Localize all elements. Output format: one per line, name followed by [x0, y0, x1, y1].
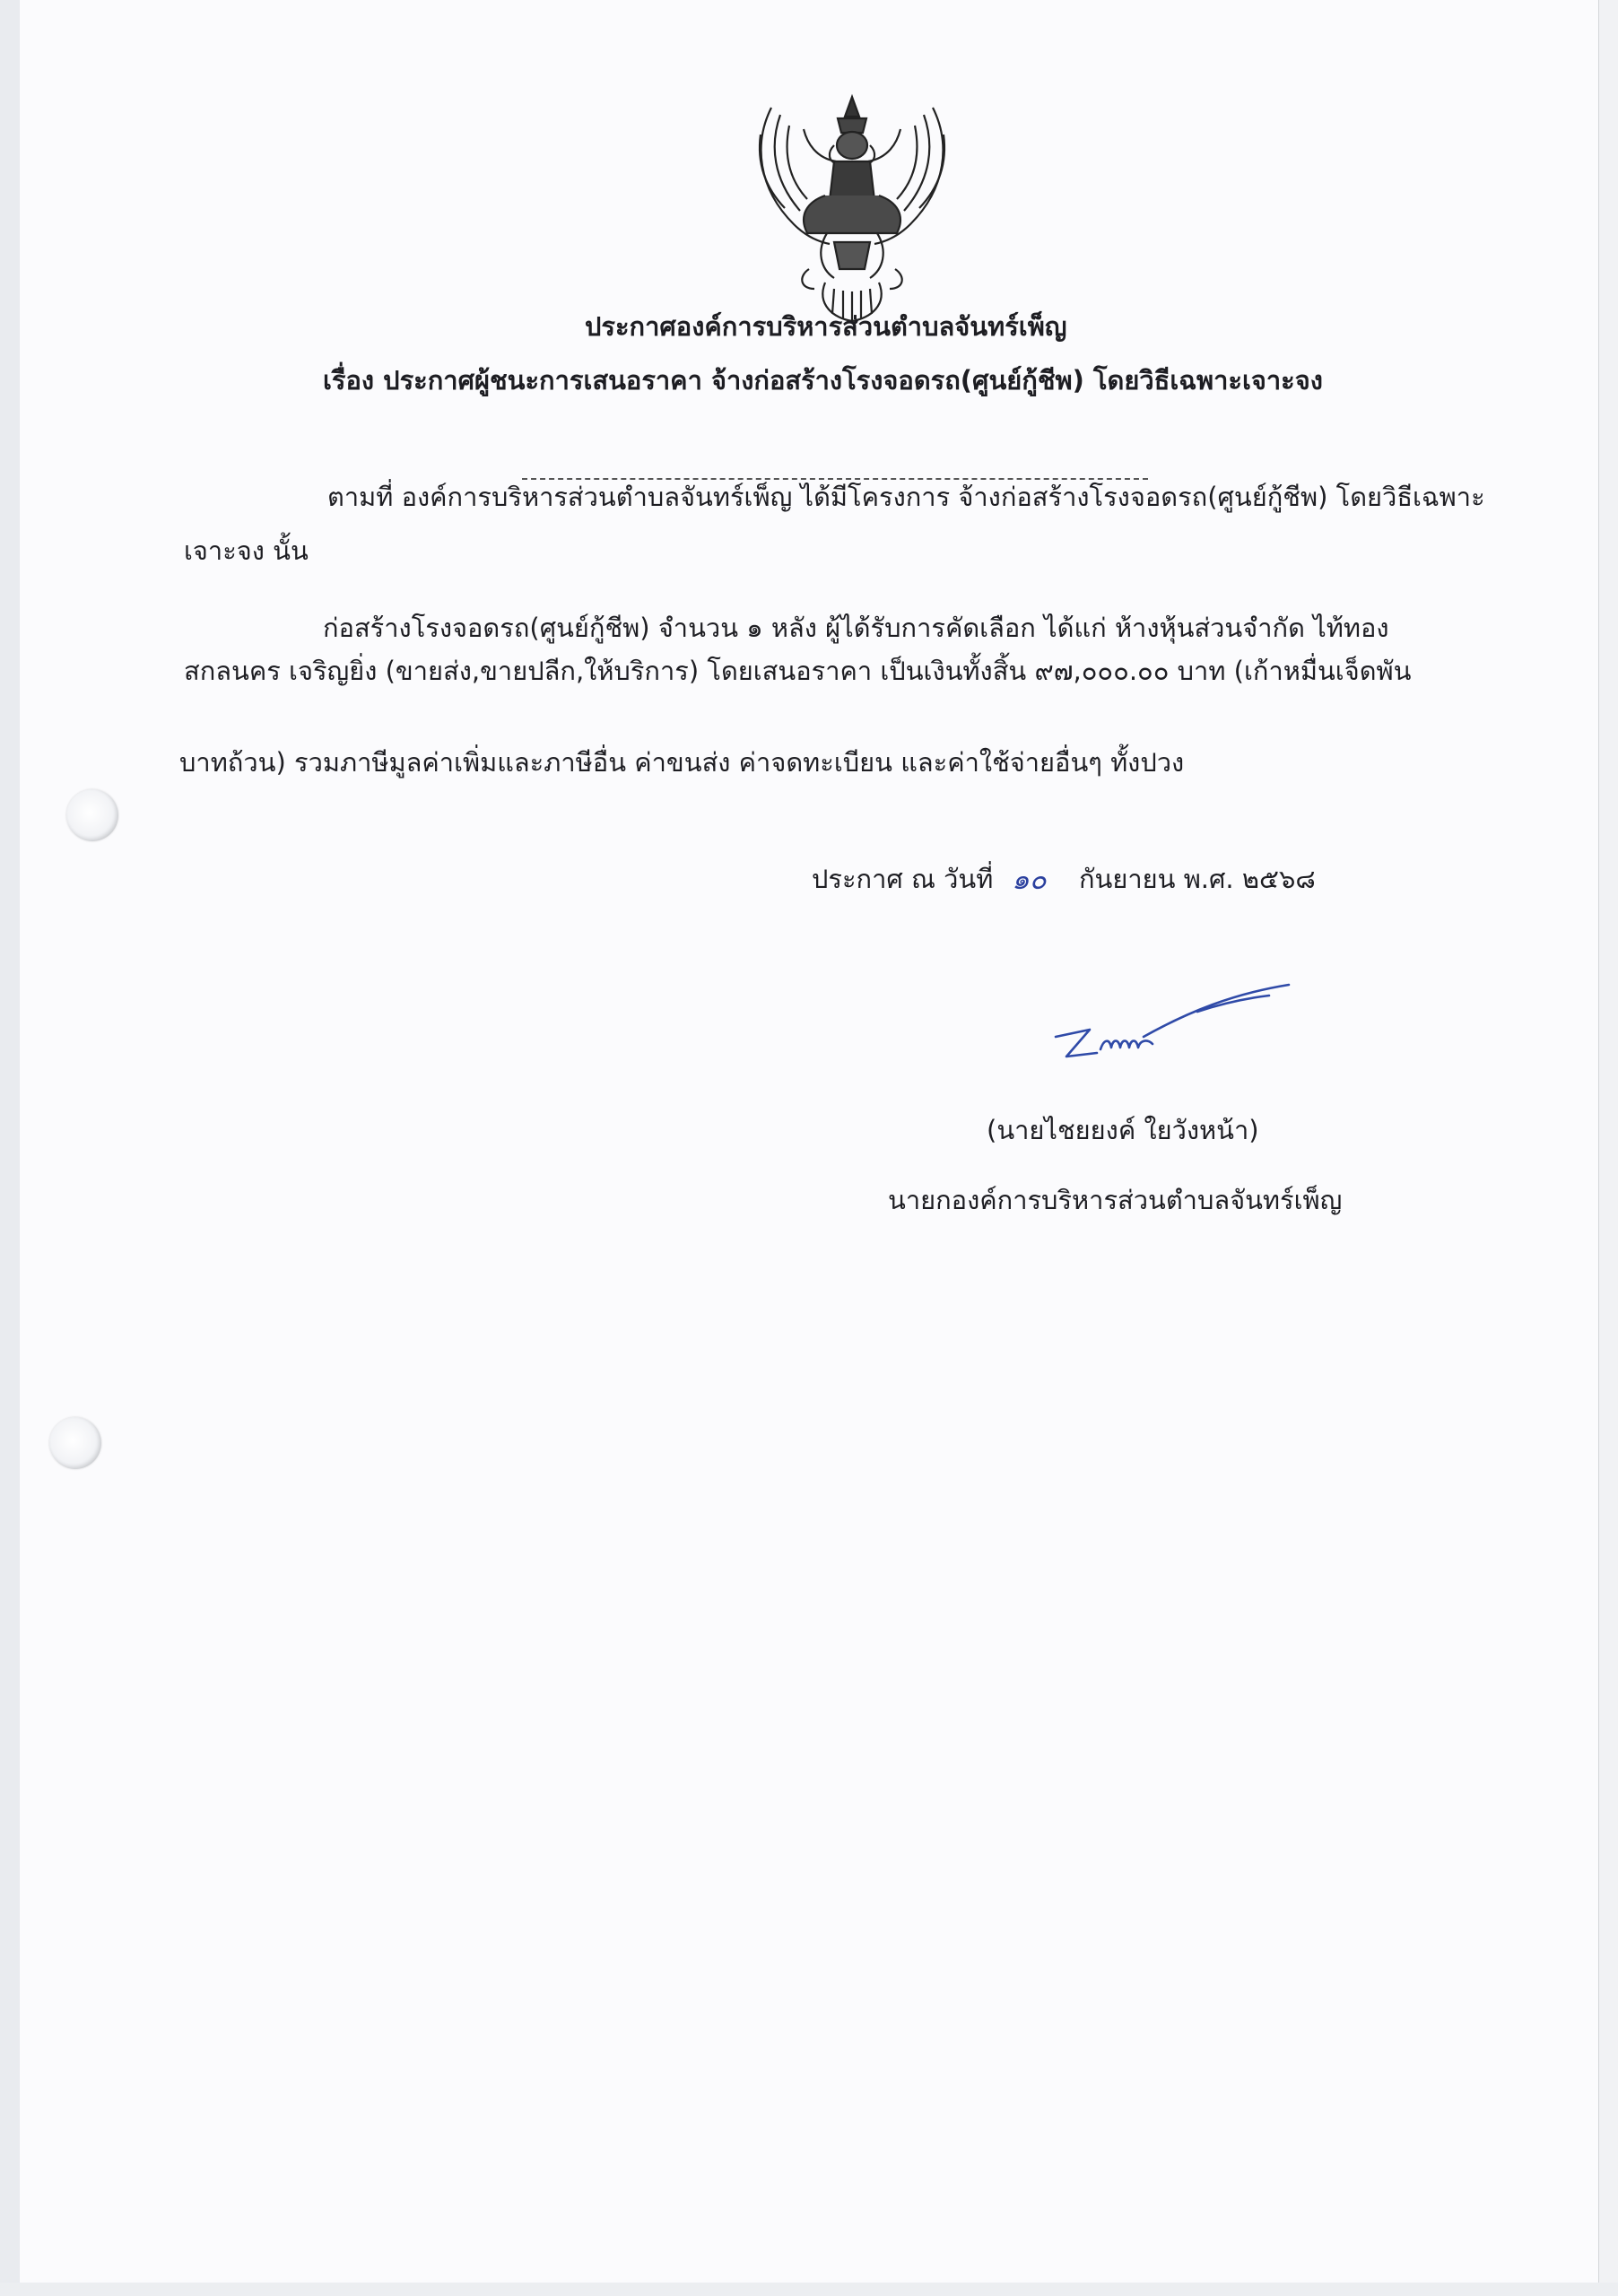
punch-hole-icon [66, 789, 118, 841]
paragraph-1-line-1: ตามที่ องค์การบริหารส่วนตำบลจันทร์เพ็ญ ได้มีโครงการ จ้างก่อสร้างโรงจอดรถ(ศูนย์กู้ชีพ) โดยวิธีเฉพาะ [327, 482, 1485, 512]
paragraph-2-line-3: บาทถ้วน) รวมภาษีมูลค่าเพิ่มและภาษีอื่น ค่าขนส่ง ค่าจดทะเบียน และค่าใช้จ่ายอื่นๆ ทั้งปวง [179, 747, 1185, 778]
document-title: ประกาศองค์การบริหารส่วนตำบลจันทร์เพ็ญ [585, 311, 1067, 342]
signature-mark-icon [1054, 976, 1296, 1070]
signatory-position: นายกองค์การบริหารส่วนตำบลจันทร์เพ็ญ [888, 1185, 1343, 1215]
announce-date-month-year: กันยายน พ.ศ. ๒๕๖๘ [1079, 864, 1316, 894]
paragraph-1-line-2: เจาะจง นั้น [184, 535, 309, 566]
announce-date-prefix: ประกาศ ณ วันที่ [812, 864, 994, 894]
punch-hole-icon [49, 1417, 101, 1469]
document-subject: เรื่อง ประกาศผู้ชนะการเสนอราคา จ้างก่อสร้างโรงจอดรถ(ศูนย์กู้ชีพ) โดยวิธีเฉพาะเจาะจง [323, 365, 1323, 396]
scanner-edge [1598, 0, 1618, 2296]
announce-date-day: ๑๐ [1012, 864, 1047, 896]
scanner-bottom-edge [0, 2283, 1618, 2296]
paragraph-2-line-1: ก่อสร้างโรงจอดรถ(ศูนย์กู้ชีพ) จำนวน ๑ หลัง ผู้ได้รับการคัดเลือก ได้แก่ ห้างหุ้นส่วนจำกัด ไท้ทอง [323, 613, 1389, 643]
garuda-emblem-icon [744, 90, 960, 327]
signatory-name: (นายไชยยงค์ ใยวังหน้า) [987, 1115, 1259, 1145]
paragraph-2-line-2: สกลนคร เจริญยิ่ง (ขายส่ง,ขายปลีก,ให้บริการ) โดยเสนอราคา เป็นเงินทั้งสิ้น ๙๗,๐๐๐.๐๐ บาท (เก้าหมื่นเจ็ดพัน [184, 656, 1412, 686]
